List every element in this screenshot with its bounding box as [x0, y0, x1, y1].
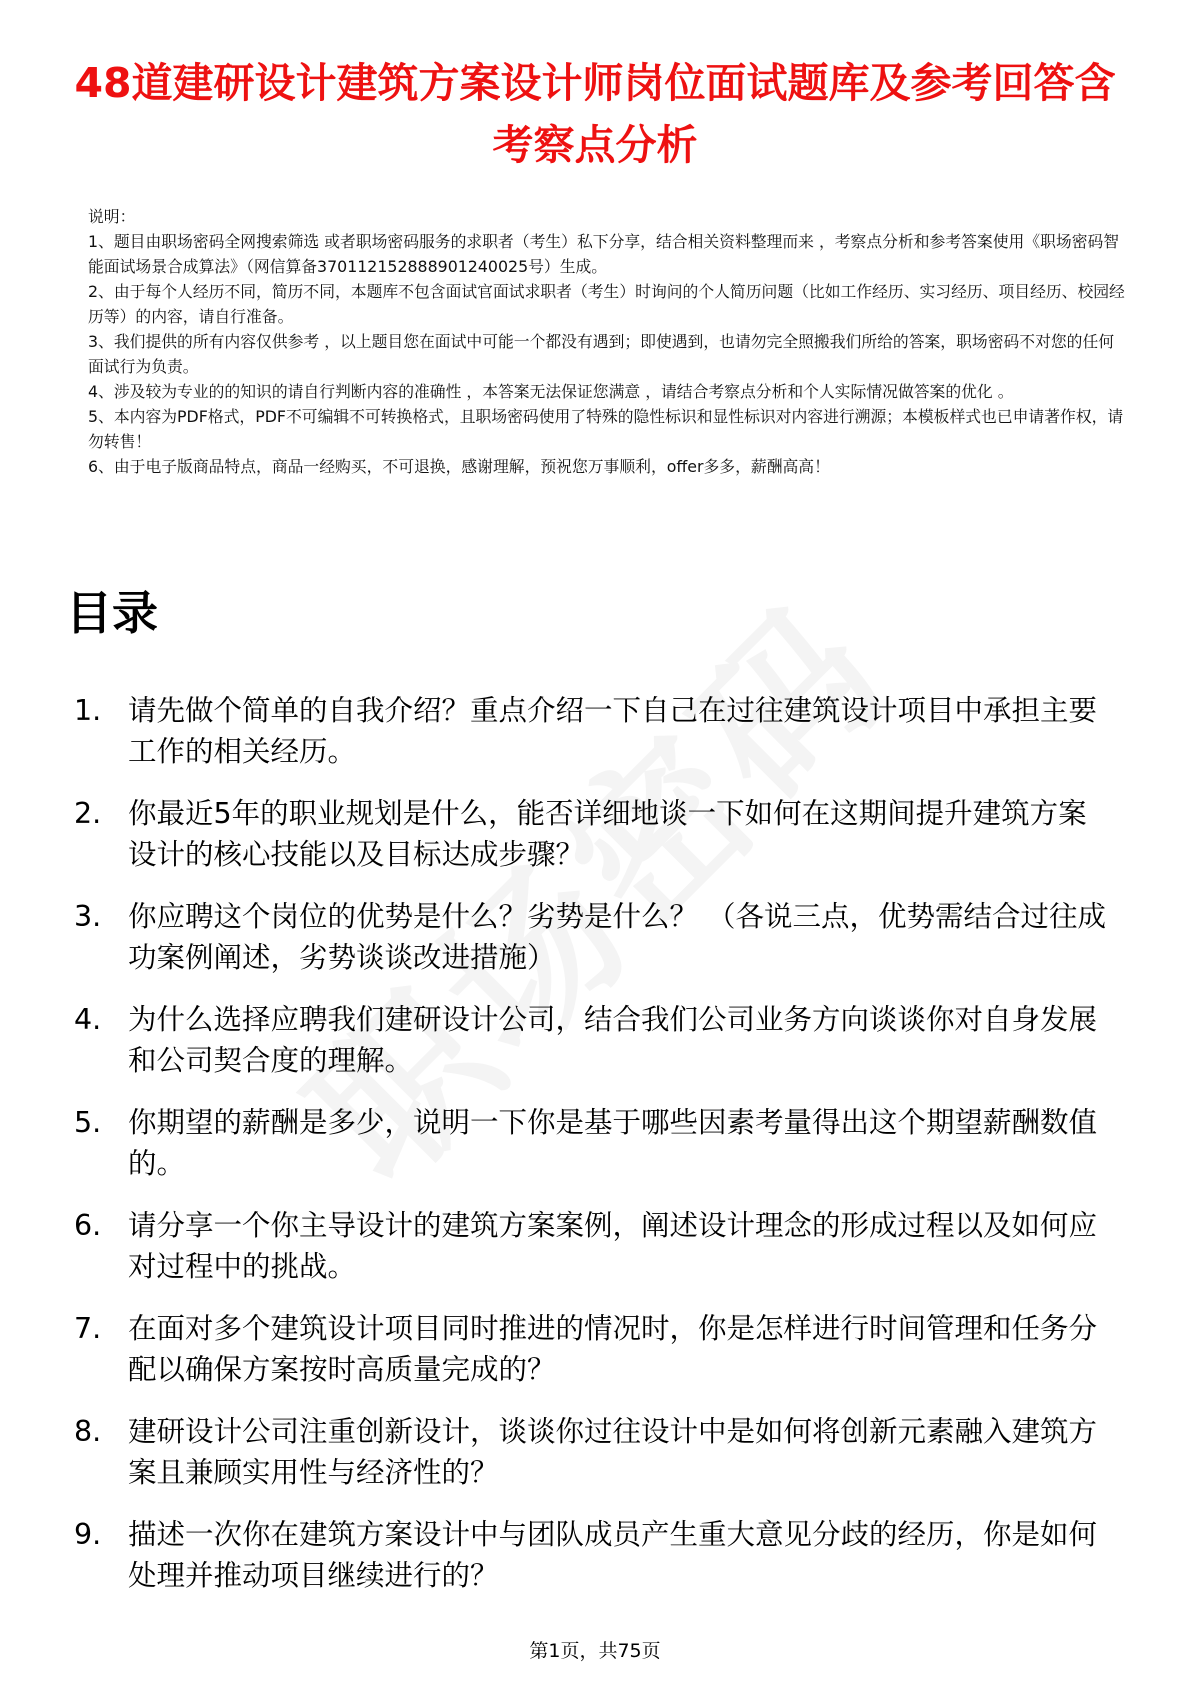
- notes-heading: 说明：: [88, 207, 136, 226]
- toc-item[interactable]: [74, 896, 1134, 978]
- toc-item-text: 描述一次你在建筑方案设计中与团队成员产生重大意见分歧的经历，你是如何处理并推动项目继续进行的？: [128, 1518, 1098, 1592]
- toc-item-text: 你期望的薪酬是多少，说明一下你是基于哪些因素考量得出这个期望薪酬数值的。: [128, 1106, 1098, 1180]
- toc-item-text: 为什么选择应聘我们建研设计公司，结合我们公司业务方向谈谈你对自身发展和公司契合度的理解。: [128, 1003, 1098, 1077]
- toc-item-number: 4.: [74, 1003, 102, 1036]
- toc-item-number: 5.: [74, 1106, 102, 1139]
- toc-heading: 目录: [66, 586, 158, 640]
- toc-item[interactable]: [74, 690, 1134, 772]
- table-of-contents: [74, 690, 1134, 1617]
- toc-item[interactable]: [74, 1514, 1134, 1596]
- toc-item-text: 在面对多个建筑设计项目同时推进的情况时，你是怎样进行时间管理和任务分配以确保方案按时高质量完成的？: [128, 1312, 1098, 1386]
- toc-item-number: 1.: [74, 694, 102, 727]
- toc-item-text: 你应聘这个岗位的优势是什么？劣势是什么？ （各说三点，优势需结合过往成功案例阐述，劣势谈谈改进措施）: [128, 900, 1107, 974]
- document-title: 48道建研设计建筑方案设计师岗位面试题库及参考回答含考察点分析: [74, 59, 1116, 169]
- toc-item[interactable]: [74, 1308, 1134, 1390]
- note-item: 1、题目由职场密码全网搜索筛选 或者职场密码服务的求职者（考生）私下分享，结合相关资料整理而来 ，考察点分析和参考答案使用《职场密码智能面试场景合成算法》（网信算备370112152888901240025号）生成。: [88, 232, 1120, 276]
- note-item: 2、由于每个人经历不同，简历不同，本题库不包含面试官面试求职者（考生）时询问的个人简历问题（比如工作经历、实习经历、项目经历、校园经历等）的内容，请自行准备。: [88, 282, 1125, 326]
- page-footer: 第1页，共75页: [529, 1640, 661, 1662]
- toc-item[interactable]: [74, 1411, 1134, 1493]
- toc-item[interactable]: [74, 1205, 1134, 1287]
- toc-item-number: 9.: [74, 1518, 102, 1551]
- toc-item-number: 2.: [74, 797, 102, 830]
- toc-item-number: 8.: [74, 1415, 102, 1448]
- note-item: 5、本内容为PDF格式，PDF不可编辑不可转换格式，且职场密码使用了特殊的隐性标识和显性标识对内容进行溯源；本模板样式也已申请著作权，请勿转售！: [88, 407, 1124, 451]
- note-item: 6、由于电子版商品特点，商品一经购买，不可退换，感谢理解，预祝您万事顺利，offer多多，薪酬高高！: [88, 457, 830, 476]
- toc-item-number: 6.: [74, 1209, 102, 1242]
- notes-section: [88, 204, 1128, 479]
- toc-item-number: 7.: [74, 1312, 102, 1345]
- toc-item[interactable]: [74, 793, 1134, 875]
- toc-item-text: 建研设计公司注重创新设计，谈谈你过往设计中是如何将创新元素融入建筑方案且兼顾实用性与经济性的？: [128, 1415, 1098, 1489]
- toc-item-text: 你最近5年的职业规划是什么，能否详细地谈一下如何在这期间提升建筑方案设计的核心技能以及目标达成步骤？: [128, 797, 1087, 871]
- toc-item-text: 请分享一个你主导设计的建筑方案案例，阐述设计理念的形成过程以及如何应对过程中的挑战。: [128, 1209, 1098, 1283]
- note-item: 4、涉及较为专业的的知识的请自行判断内容的准确性 ，本答案无法保证您满意 ，请结合考察点分析和个人实际情况做答案的优化 。: [88, 382, 1014, 401]
- toc-item-number: 3.: [74, 900, 102, 933]
- toc-item-text: 请先做个简单的自我介绍？重点介绍一下自己在过往建筑设计项目中承担主要工作的相关经历。: [128, 694, 1098, 768]
- toc-item[interactable]: [74, 1102, 1134, 1184]
- toc-item[interactable]: [74, 999, 1134, 1081]
- note-item: 3、我们提供的所有内容仅供参考 ，以上题目您在面试中可能一个都没有遇到；即使遇到，也请勿完全照搬我们所给的答案，职场密码不对您的任何面试行为负责。: [88, 332, 1115, 376]
